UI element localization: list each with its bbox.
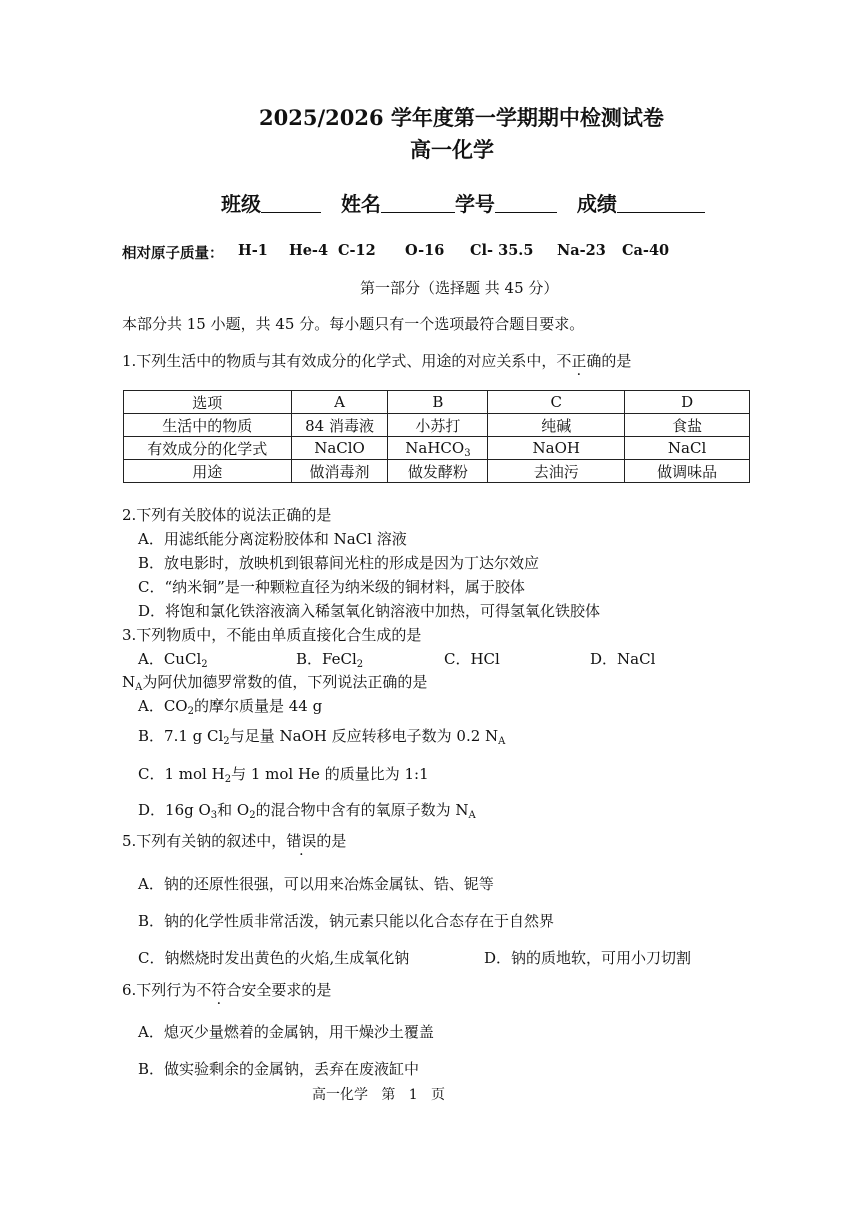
- q6-option-a: A．熄灭少量燃着的金属钠，用干燥沙土覆盖: [138, 1023, 434, 1041]
- q6-option-b: B．做实验剩余的金属钠，丢弃在废液缸中: [138, 1060, 420, 1078]
- q4-d-mid2: 的混合物中含有的氧原子数为 N: [255, 801, 469, 819]
- name-blank[interactable]: [381, 192, 455, 213]
- q5-option-a: A．钠的还原性很强，可以用来冶炼金属钛、锆、铌等: [138, 875, 494, 893]
- table-cell: NaOH: [488, 437, 625, 460]
- table-cell: 食盐: [625, 414, 750, 437]
- name-label: 姓名: [340, 192, 381, 216]
- student-id-blank[interactable]: [495, 192, 557, 213]
- q4-c-post: 与 1 mol He 的质量比为 1:1: [231, 765, 429, 783]
- page-footer: 高一化学 第 1 页: [312, 1087, 445, 1103]
- q3-option-c: C．HCl: [444, 650, 500, 668]
- q6-emphasis: 不符合: [196, 981, 242, 999]
- q3-option-d: D．NaCl: [590, 650, 656, 668]
- student-id-label: 学号: [454, 192, 495, 216]
- exam-subject: 高一化学: [410, 137, 494, 162]
- q2-option-d: D．将饱和氯化铁溶液滴入稀氢氧化钠溶液中加热，可得氢氧化铁胶体: [138, 602, 601, 620]
- q4-d-sub: 3: [210, 810, 218, 821]
- q1-emphasis: 不正确: [556, 352, 602, 370]
- q6-stem-pre: 6.下列行为: [122, 981, 197, 999]
- table-cell: 做消毒剂: [291, 460, 388, 483]
- student-info-row: [221, 188, 705, 217]
- table-cell: 纯碱: [488, 414, 625, 437]
- q4-option-d: [138, 799, 476, 820]
- mass-cl: Cl- 35.5: [470, 242, 534, 259]
- q4-c-sub: 2: [224, 774, 232, 785]
- question-6-stem: [122, 979, 331, 1000]
- table-header-cell: A: [291, 391, 388, 414]
- q4-n: N: [122, 673, 136, 691]
- q1-stem-post: 的是: [601, 352, 632, 370]
- q4-b-sub: 2: [223, 736, 230, 747]
- q4-a-pre: A．CO: [138, 697, 188, 715]
- q5-stem-pre: 5.下列有关钠的叙述中，: [122, 832, 287, 850]
- table-cell: 生活中的物质: [124, 414, 292, 437]
- table-cell: 做调味品: [625, 460, 750, 483]
- q2-option-b: B．放电影时，放映机到银幕间光柱的形成是因为丁达尔效应: [138, 554, 540, 572]
- table-row: [124, 414, 750, 437]
- table-cell: 做发酵粉: [388, 460, 488, 483]
- table-header-cell: 选项: [124, 391, 292, 414]
- q5-option-b: B．钠的化学性质非常活泼，钠元素只能以化合态存在于自然界: [138, 912, 555, 930]
- table-cell: 84 消毒液: [291, 414, 388, 437]
- q2-option-c: C．“纳米铜”是一种颗粒直径为纳米级的铜材料，属于胶体: [138, 578, 525, 596]
- q3-a-sub: 2: [201, 659, 208, 670]
- mass-na: Na-23: [557, 242, 606, 259]
- table-row: [124, 460, 750, 483]
- table-header-cell: B: [388, 391, 488, 414]
- atomic-masses: [122, 242, 224, 263]
- q5-stem-post: 的是: [316, 832, 347, 850]
- q3-b-sub: 2: [356, 659, 364, 670]
- q4-a-sub: 2: [187, 706, 194, 717]
- score-blank[interactable]: [617, 192, 705, 213]
- question-5-stem: [122, 830, 346, 851]
- q3-b-text: B．FeCl: [296, 650, 357, 668]
- table-row: [124, 391, 750, 414]
- section-title: 第一部分（选择题 共 45 分）: [360, 279, 559, 297]
- table-cell: NaCl: [625, 437, 750, 460]
- q1-stem-pre: 1.下列生活中的物质与其有效成分的化学式、用途的对应关系中，: [122, 352, 557, 370]
- q4-d-sub3: A: [468, 810, 476, 821]
- q4-d-pre: D．16g O: [138, 801, 211, 819]
- q4-d-mid: 和 O: [217, 801, 250, 819]
- question-1-table: [123, 390, 750, 483]
- question-1-stem: [122, 350, 631, 371]
- question-4-stem: [122, 671, 427, 692]
- class-blank[interactable]: [261, 192, 321, 213]
- mass-c: C-12: [338, 242, 376, 259]
- q3-option-a: [138, 648, 208, 669]
- q2-option-a: A．用滤纸能分离淀粉胶体和 NaCl 溶液: [138, 530, 407, 548]
- table-cell: 小苏打: [388, 414, 488, 437]
- q4-b-sub2: A: [498, 736, 506, 747]
- mass-he: He-4: [289, 242, 329, 259]
- q5-option-d: D．钠的质地软，可用小刀切割: [484, 949, 692, 967]
- formula-subscript: 3: [464, 448, 471, 459]
- mass-ca: Ca-40: [622, 242, 670, 259]
- q4-option-c: [138, 763, 429, 784]
- instructions: 本部分共 15 小题，共 45 分。每小题只有一个选项最符合题目要求。: [122, 315, 585, 333]
- q4-b-pre: B．7.1 g Cl: [138, 727, 224, 745]
- table-row: [124, 437, 750, 460]
- q4-d-sub2: 2: [249, 810, 256, 821]
- q3-option-b: [296, 648, 363, 669]
- q5-emphasis: 错误: [286, 832, 317, 850]
- q6-stem-post: 安全要求的是: [241, 981, 332, 999]
- q5-option-c: C．钠燃烧时发出黄色的火焰,生成氧化钠: [138, 949, 410, 967]
- table-header-cell: D: [625, 391, 750, 414]
- table-cell: 有效成分的化学式: [124, 437, 292, 460]
- q4-c-pre: C．1 mol H: [138, 765, 225, 783]
- atomic-masses-label: 相对原子质量：: [122, 245, 224, 262]
- mass-h: H-1: [238, 242, 268, 259]
- question-3-stem: 3.下列物质中，不能由单质直接化合生成的是: [122, 626, 422, 644]
- table-cell: NaClO: [291, 437, 388, 460]
- table-header-cell: C: [488, 391, 625, 414]
- exam-title: 2025/2026 学年度第一学期期中检测试卷: [259, 105, 664, 130]
- mass-o: O-16: [405, 242, 445, 259]
- q4-option-b: [138, 725, 505, 746]
- formula-main: NaHCO: [405, 439, 465, 457]
- q3-a-text: A．CuCl: [138, 650, 202, 668]
- table-cell: 用途: [124, 460, 292, 483]
- table-cell: 去油污: [488, 460, 625, 483]
- q4-stem-rest: 为阿伏加德罗常数的值，下列说法正确的是: [142, 673, 428, 691]
- question-2-stem: 2.下列有关胶体的说法正确的是: [122, 506, 332, 524]
- q4-option-a: [138, 695, 322, 716]
- q4-b-mid: 与足量 NaOH 反应转移电子数为 0.2 N: [229, 727, 499, 745]
- q4-n-sub: A: [135, 682, 143, 693]
- score-label: 成绩: [576, 192, 617, 216]
- q4-a-post: 的摩尔质量是 44 g: [193, 697, 323, 715]
- table-cell: [388, 437, 488, 460]
- class-label: 班级: [221, 192, 261, 216]
